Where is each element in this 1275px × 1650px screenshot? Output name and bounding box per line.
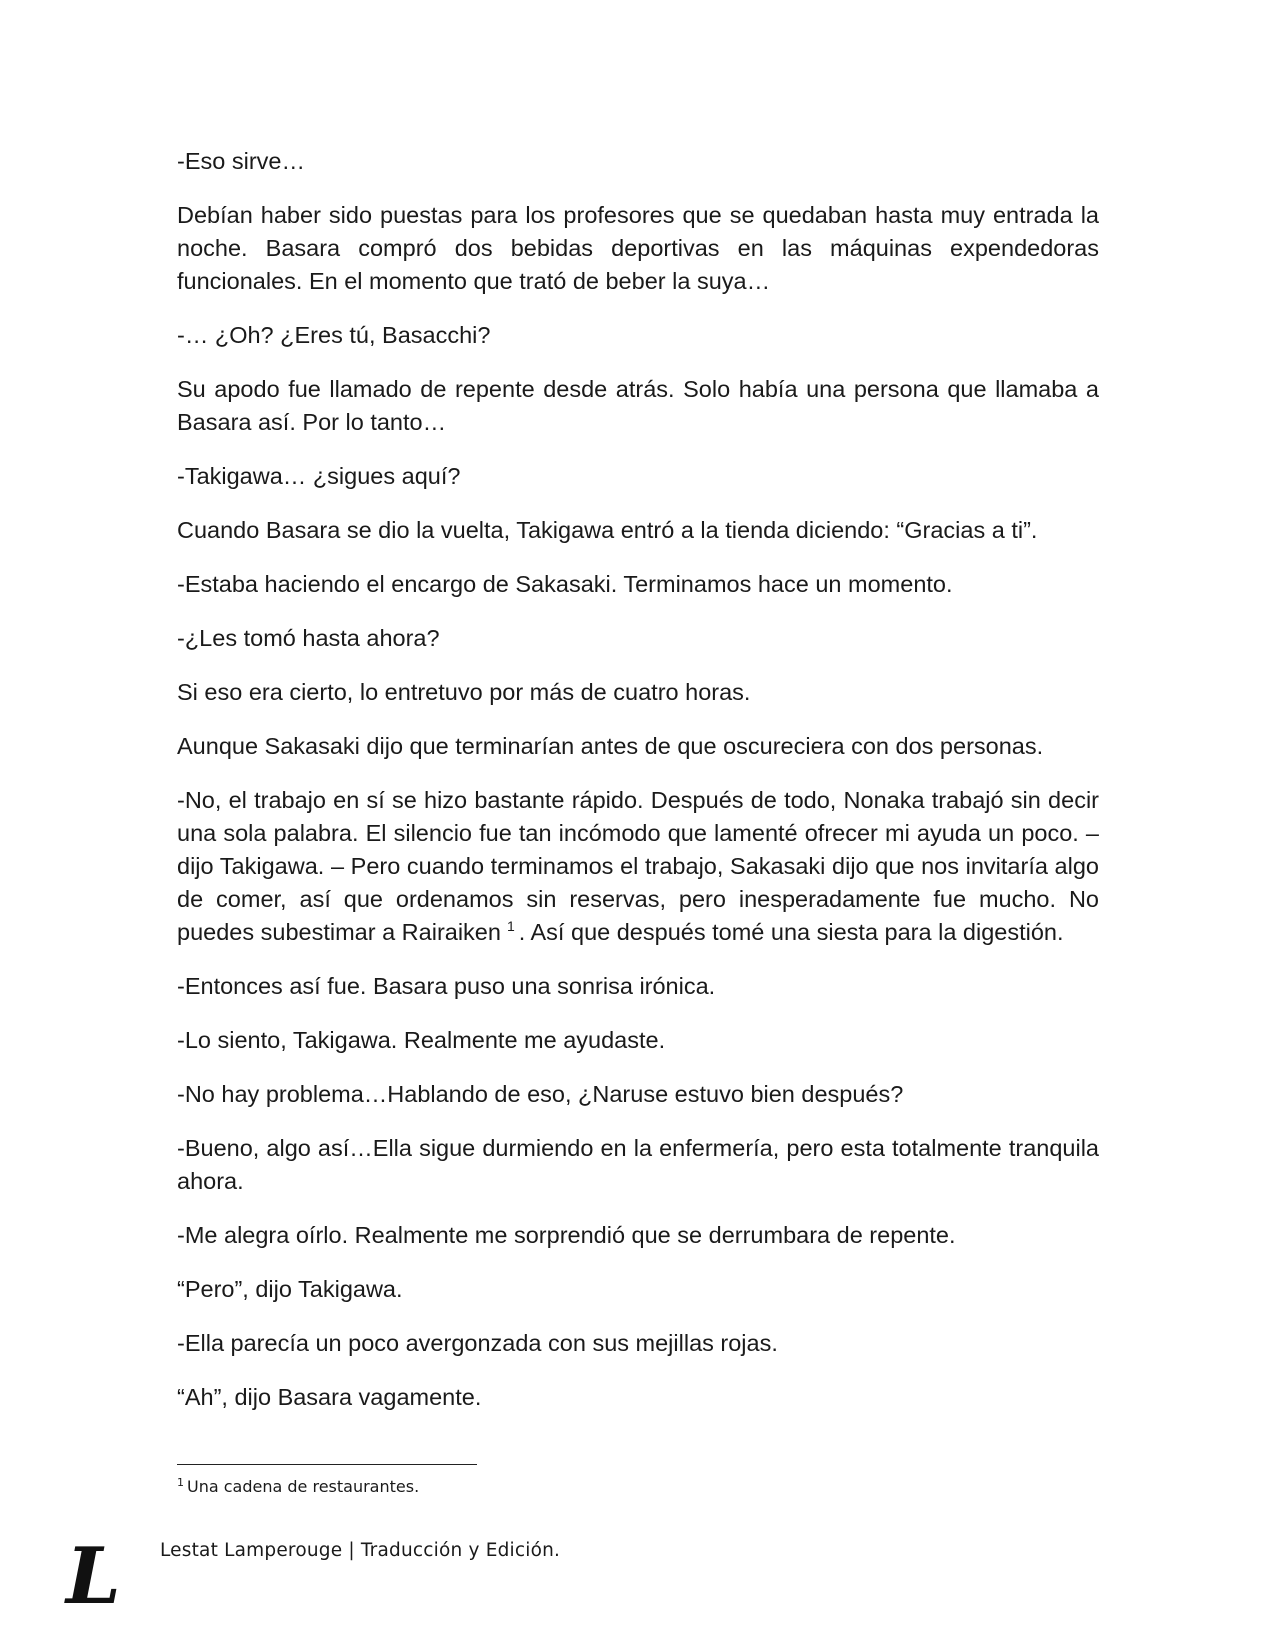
paragraph: -Takigawa… ¿sigues aquí? — [177, 463, 461, 489]
footnote-text: Una cadena de restaurantes. — [187, 1477, 420, 1496]
paragraph: -Entonces así fue. Basara puso una sonrisa irónica. — [177, 973, 716, 999]
paragraph: -No hay problema…Hablando de eso, ¿Naruse estuvo bien después? — [177, 1081, 904, 1107]
paragraph-text: . Así que después tomé una siesta para la digestión. — [518, 919, 1064, 945]
footnote — [177, 1477, 777, 1496]
paragraph: -Bueno, algo así…Ella sigue durmiendo en la enfermería, pero esta totalmente tranquila ahora. — [177, 1135, 1099, 1194]
paragraph: Debían haber sido puestas para los profesores que se quedaban hasta muy entrada la noche. Basara compró dos bebidas deportivas en las máquinas expendedoras funcionales. En el momento que trató de beber la suya… — [177, 202, 1099, 294]
paragraph: “Ah”, dijo Basara vagamente. — [177, 1384, 482, 1410]
blackletter-l-logo-icon — [62, 1535, 132, 1615]
logo-letter: L — [66, 1535, 121, 1615]
footnote-number: 1 — [177, 1475, 184, 1489]
paragraph: -Eso sirve… — [177, 148, 305, 174]
paragraph-text: -No, el trabajo en sí se hizo bastante rápido. Después de todo, Nonaka trabajó sin decir una sola palabra. El silencio fue tan incómodo que lamenté ofrecer mi ayuda un poco. – dijo Takigawa. – Pero cuando terminamos el trabajo, Sakasaki dijo que nos invitaría algo de comer, así que ordenamos sin reservas, pero inesperadamente fue mucho. No puedes subestimar a Rairaiken — [177, 787, 1099, 945]
paragraph: -¿Les tomó hasta ahora? — [177, 625, 440, 651]
footnote-reference[interactable]: 1 — [506, 918, 515, 935]
paragraph: “Pero”, dijo Takigawa. — [177, 1276, 403, 1302]
paragraph: Si eso era cierto, lo entretuvo por más de cuatro horas. — [177, 679, 751, 705]
paragraph: -Me alegra oírlo. Realmente me sorprendió que se derrumbara de repente. — [177, 1222, 956, 1248]
footnote-separator — [177, 1464, 477, 1465]
paragraph-with-footnote — [177, 784, 1099, 949]
footer-credit: Lestat Lamperouge | Traducción y Edición. — [160, 1540, 561, 1561]
paragraph: -… ¿Oh? ¿Eres tú, Basacchi? — [177, 322, 491, 348]
paragraph: -Ella parecía un poco avergonzada con sus mejillas rojas. — [177, 1330, 778, 1356]
body-text — [177, 145, 1099, 1435]
paragraph: Aunque Sakasaki dijo que terminarían antes de que oscureciera con dos personas. — [177, 733, 1044, 759]
paragraph: -Lo siento, Takigawa. Realmente me ayudaste. — [177, 1027, 666, 1053]
paragraph: Su apodo fue llamado de repente desde atrás. Solo había una persona que llamaba a Basara así. Por lo tanto… — [177, 376, 1099, 435]
paragraph: -Estaba haciendo el encargo de Sakasaki. Terminamos hace un momento. — [177, 571, 953, 597]
paragraph: Cuando Basara se dio la vuelta, Takigawa entró a la tienda diciendo: “Gracias a ti”. — [177, 517, 1038, 543]
